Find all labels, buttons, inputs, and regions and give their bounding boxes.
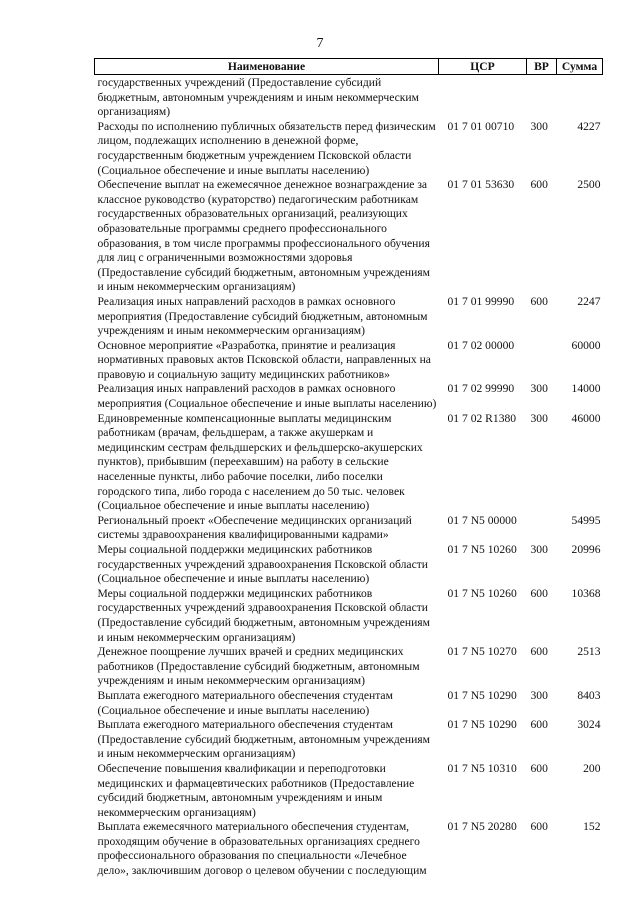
row-name: Обеспечение повышения квалификации и переподготовки медицинских и фармацевтических работников (Предоставление субсидий бюджетным, автономным учреждениям и иным некоммерческим организациям) [97,761,415,819]
row-name: Реализация иных направлений расходов в рамках основного мероприятия (Предоставление субсидий бюджетным, автономным учреждениям и иным некоммерческим организациям) [97,294,428,338]
row-name: государственных учреждений (Предоставление субсидий бюджетным, автономным учреждениям и иным некоммерческим организациям) [97,76,419,119]
row-vr [527,75,557,120]
table-row [95,820,603,878]
row-sum: 2247 [577,294,601,308]
row-sum: 60000 [571,338,601,352]
row-name: Выплата ежегодного материального обеспечения студентам (Предоставление субсидий бюджетным, автономным учреждениям и иным некоммерческим организациям) [97,718,430,761]
row-csr: 01 7 N5 00000 [447,513,517,527]
row-csr: 01 7 N5 20280 [447,820,517,834]
row-csr: 01 7 01 99990 [447,294,515,308]
table-row [95,514,603,543]
row-vr [527,514,557,543]
row-csr [439,75,527,120]
row-vr [527,339,557,383]
header-name: Наименование [95,59,439,75]
row-sum: 152 [583,820,601,834]
row-name: Выплата ежемесячного материального обеспечения студентам, проходящим обучение в образовательных организациях среднего профессионального образования по специальности «Лечебное дело», заключившим договор о целевом обучении с последующим [97,820,427,878]
row-name: Расходы по исполнению публичных обязательств перед физическим лицом, подлежащих исполнению в денежной форме, государственным бюджетным учреждением Псковской области (Социальное обеспечение и иные выплаты населению) [97,119,436,177]
table-row [95,587,603,645]
row-vr: 300 [530,543,548,556]
table-row [95,762,603,820]
row-vr: 300 [530,411,548,425]
row-sum: 10368 [571,586,601,600]
row-name: Реализация иных направлений расходов в рамках основного мероприятия (Социальное обеспечение и иные выплаты населению) [97,382,437,411]
table-row [95,718,603,762]
row-sum: 2513 [577,645,601,659]
row-name: Основное мероприятие «Разработка, принятие и реализация нормативных правовых актов Псковской области, направленных на правовую и социальную защиту медицинских работников» [97,338,431,381]
table-row [95,75,603,120]
row-vr: 600 [530,294,548,308]
row-sum [557,75,603,120]
table-header-row [95,59,603,75]
row-csr: 01 7 02 00000 [447,338,515,352]
row-sum: 8403 [577,688,601,702]
row-csr: 01 7 01 00710 [447,119,515,133]
row-csr: 01 7 N5 10260 [447,586,517,600]
row-vr: 300 [530,382,548,396]
row-csr: 01 7 02 99990 [447,382,515,396]
row-csr: 01 7 N5 10260 [447,543,517,556]
row-sum: 4227 [577,119,601,133]
table-row [95,543,603,587]
row-csr: 01 7 02 R1380 [447,411,517,425]
row-csr: 01 7 N5 10270 [447,645,517,659]
page-number: 7 [316,36,324,51]
row-vr: 300 [530,119,548,133]
row-vr: 600 [530,820,548,834]
table-row [95,412,603,514]
table-row [95,645,603,689]
row-name: Меры социальной поддержки медицинских работников государственных учреждений здравоохранения Псковской области (Социальное обеспечение и иные выплаты населению) [97,543,428,586]
row-csr: 01 7 N5 10290 [447,688,517,702]
row-sum: 20996 [571,543,601,556]
row-vr: 600 [530,761,548,775]
row-name: Единовременные компенсационные выплаты медицинским работникам (врачам, фельдшерам, а также акушеркам и медицинским сестрам фельдшерских и фельдшерско-акушерских пунктов), прибывшим (переехавшим) на работу в сельские населенные пункты, либо рабочие поселки, либо поселки городского типа, либо города с населением до 50 тыс. человек (Социальное обеспечение и иные выплаты населению) [97,411,423,513]
row-name: Обеспечение выплат на ежемесячное денежное вознаграждение за классное руководство (кураторство) педагогическим работникам государственных образовательных организаций, реализующих образовательные программы среднего профессионального образования, в том числе программы профессионального обучения для лиц с ограниченными возможностями здоровья (Предоставление субсидий бюджетным, автономным учреждениям и иным некоммерческим организациям) [97,178,430,294]
row-name: Региональный проект «Обеспечение медицинских организаций системы здравоохранения квалифицированными кадрами» [97,513,412,542]
header-vr: ВР [527,59,557,75]
budget-table [94,58,603,879]
row-sum: 14000 [571,382,601,396]
row-vr: 600 [530,178,548,192]
row-sum: 200 [583,761,601,775]
row-csr: 01 7 N5 10290 [447,718,517,732]
table-row [95,120,603,178]
table-row [95,339,603,383]
row-csr: 01 7 01 53630 [447,178,515,192]
table-row [95,178,603,295]
row-vr: 600 [530,645,548,659]
table-row [95,295,603,339]
header-sum: Сумма [557,59,603,75]
row-csr: 01 7 N5 10310 [447,761,517,775]
row-name: Меры социальной поддержки медицинских работников государственных учреждений здравоохранения Псковской области (Предоставление субсидий бюджетным, автономным учреждениям и иным некоммерческим организациям) [97,586,430,644]
row-vr: 600 [530,586,548,600]
header-csr: ЦСР [439,59,527,75]
row-sum: 46000 [571,411,601,425]
row-vr: 300 [530,688,548,702]
table-row [95,689,603,718]
row-name: Денежное поощрение лучших врачей и средних медицинских работников (Предоставление субсидий бюджетным, автономным учреждениям и иным некоммерческим организациям) [97,645,420,688]
table-row [95,382,603,411]
row-sum: 54995 [571,513,601,527]
row-name: Выплата ежегодного материального обеспечения студентам (Социальное обеспечение и иные выплаты населению) [97,688,393,717]
row-sum: 3024 [577,718,601,732]
row-sum: 2500 [577,178,601,192]
row-vr: 600 [530,718,548,732]
